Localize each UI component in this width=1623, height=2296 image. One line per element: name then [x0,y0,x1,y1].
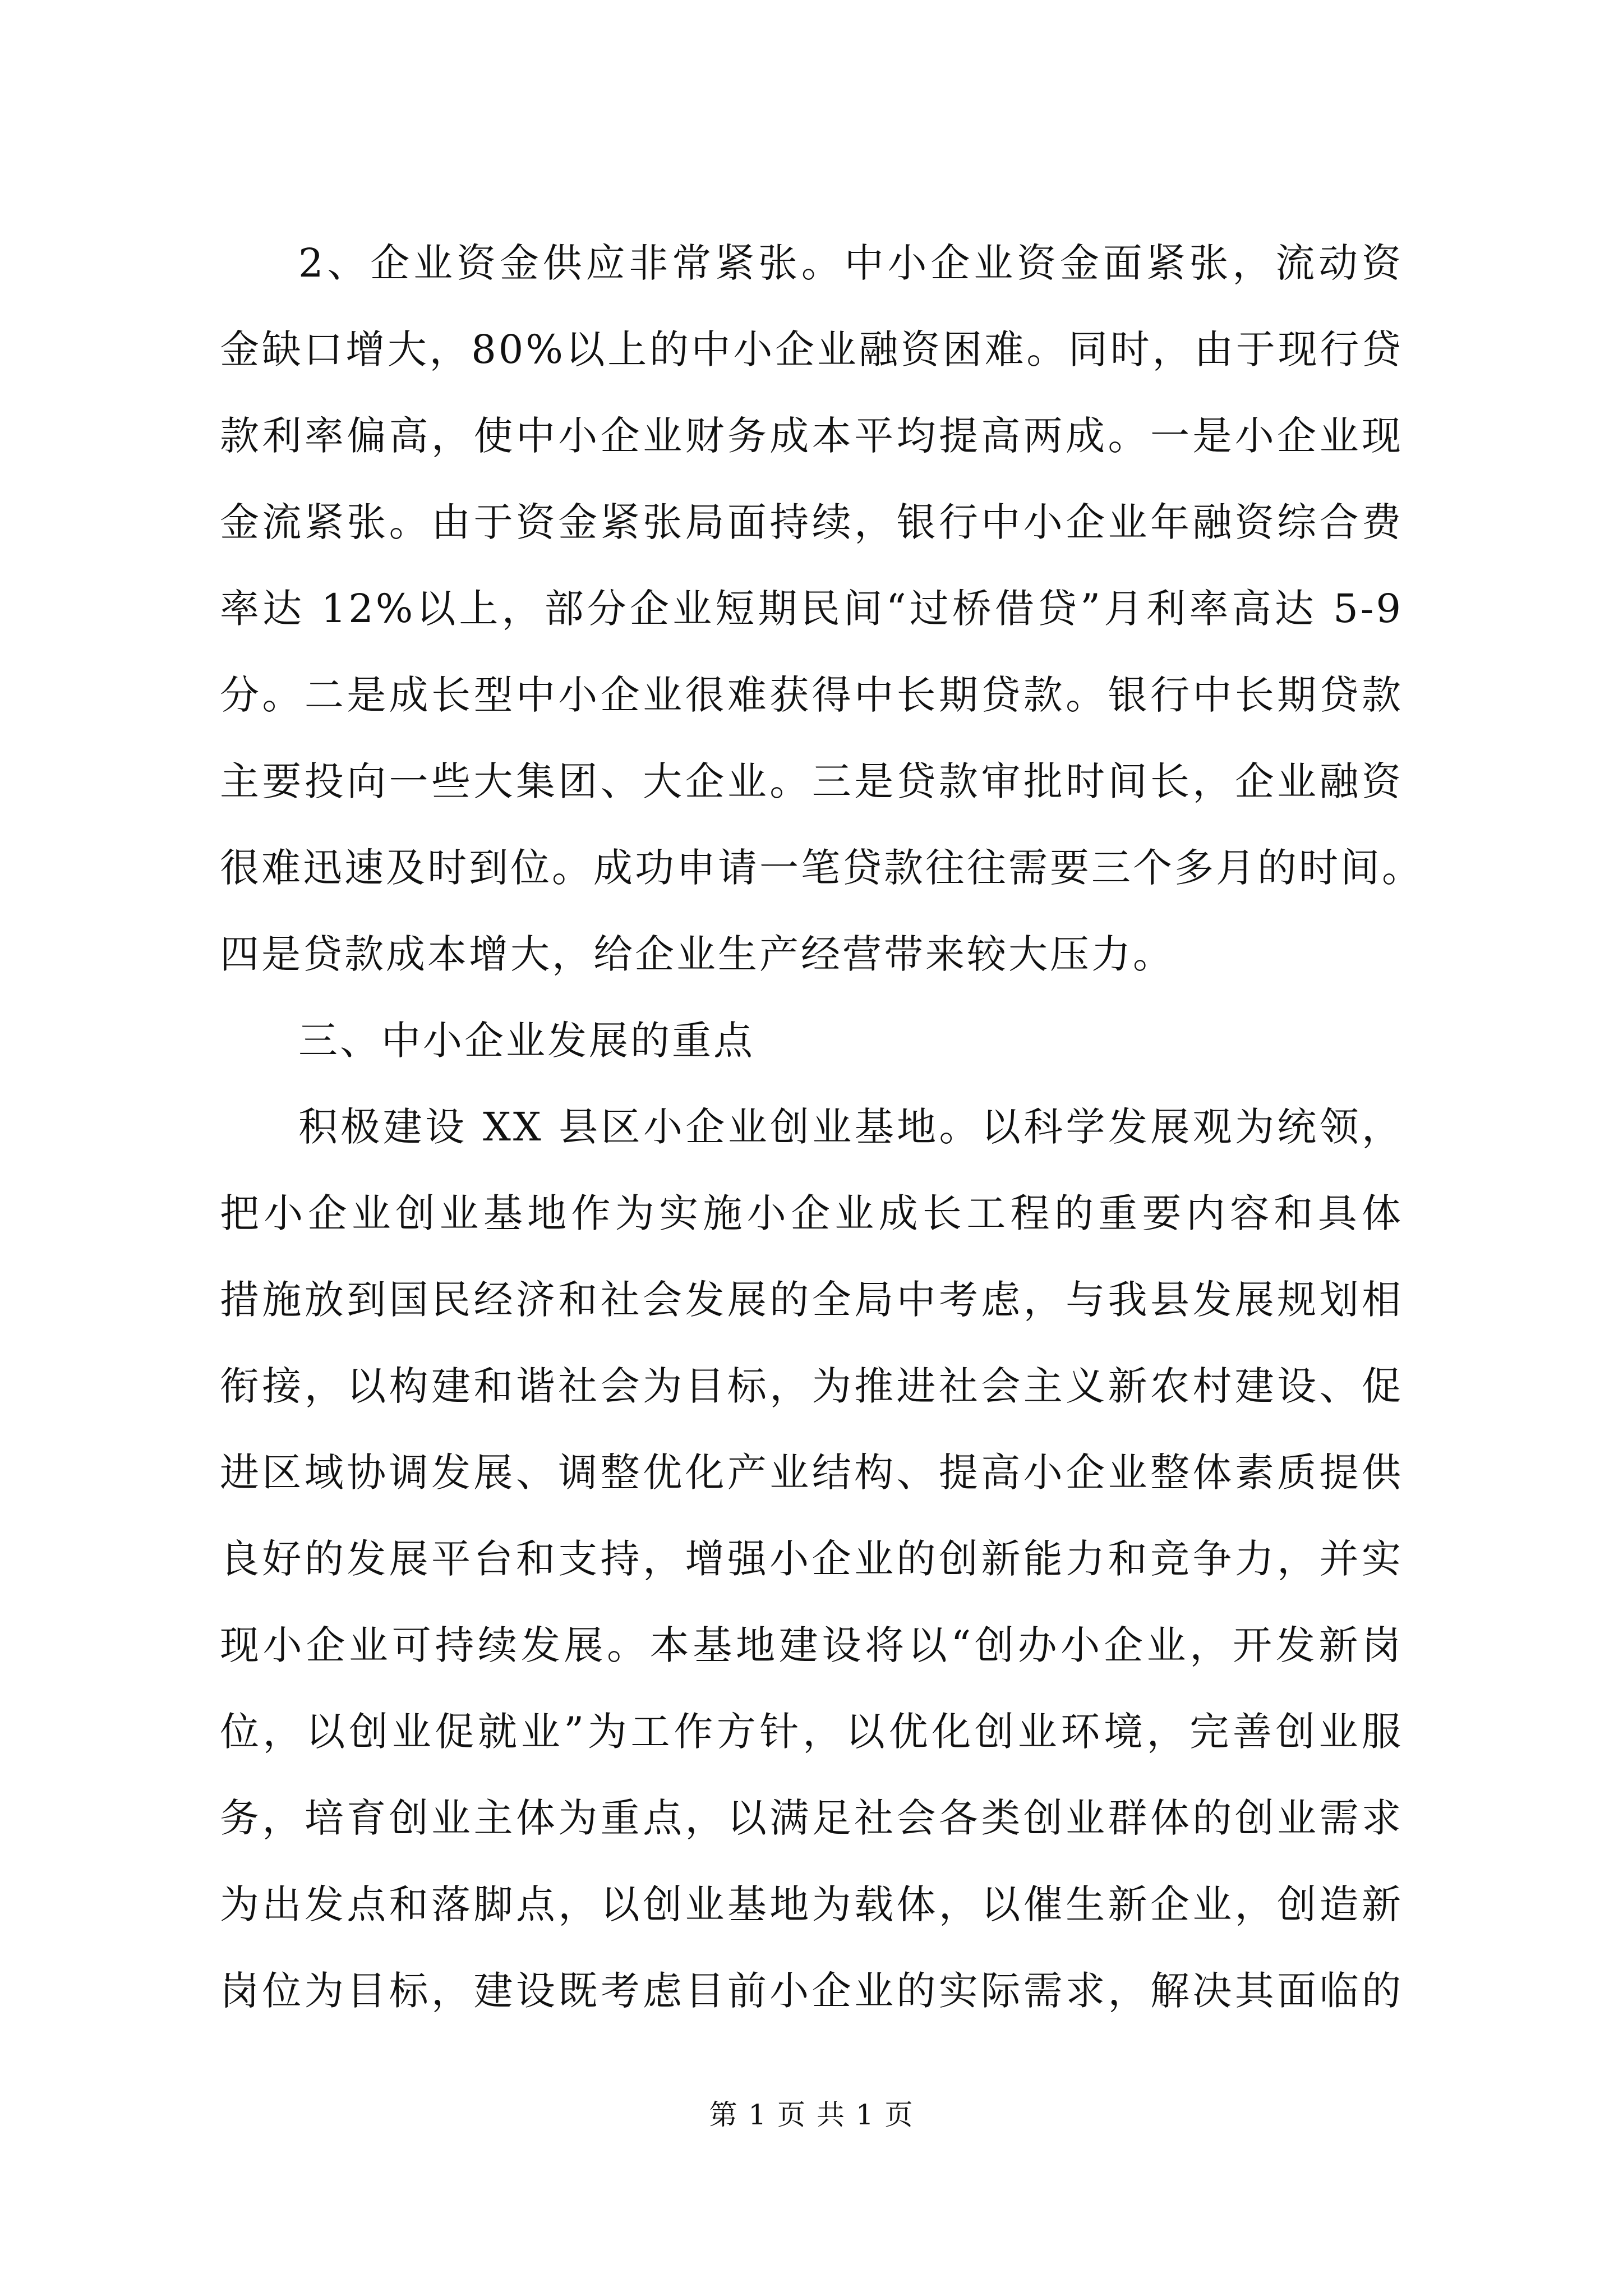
text-line: 金流紧张。由于资金紧张局面持续，银行中小企业年融资综合费 [220,499,1403,545]
text-line: 现小企业可持续发展。本基地建设将以“创办小企业，开发新岗 [220,1622,1403,1668]
text-line: 分。二是成长型中小企业很难获得中长期贷款。银行中长期贷款 [220,672,1403,718]
text-line: 良好的发展平台和支持，增强小企业的创新能力和竞争力，并实 [220,1536,1403,1582]
text-line: 主要投向一些大集团、大企业。三是贷款审批时间长，企业融资 [220,758,1403,804]
text-line: 款利率偏高，使中小企业财务成本平均提高两成。一是小企业现 [220,413,1403,459]
text-line: 位，以创业促就业”为工作方针，以优化创业环境，完善创业服 [220,1709,1403,1755]
text-line: 率达 12%以上，部分企业短期民间“过桥借贷”月利率高达 5-9 [220,586,1403,632]
text-line: 进区域协调发展、调整优化产业结构、提高小企业整体素质提供 [220,1450,1403,1496]
text-line: 积极建设 XX 县区小企业创业基地。以科学发展观为统领， [298,1104,1403,1150]
text-line: 把小企业创业基地作为实施小企业成长工程的重要内容和具体 [220,1190,1403,1236]
text-line: 为出发点和落脚点，以创业基地为载体，以催生新企业，创造新 [220,1881,1403,1927]
text-line: 务，培育创业主体为重点，以满足社会各类创业群体的创业需求 [220,1795,1403,1841]
text-line: 三、中小企业发展的重点 [298,1018,755,1064]
text-line: 岗位为目标，建设既考虑目前小企业的实际需求，解决其面临的 [220,1968,1403,2014]
page-footer: 第 1 页 共 1 页 [709,2099,914,2131]
text-line: 措施放到国民经济和社会发展的全局中考虑，与我县发展规划相 [220,1277,1403,1323]
text-line: 2、企业资金供应非常紧张。中小企业资金面紧张，流动资 [298,240,1403,286]
text-line: 金缺口增大，80%以上的中小企业融资困难。同时，由于现行贷 [220,326,1403,372]
document-body [220,220,1423,2034]
text-line: 衔接，以构建和谐社会为目标，为推进社会主义新农村建设、促 [220,1363,1403,1409]
text-line: 四是贷款成本增大，给企业生产经营带来较大压力。 [220,931,1174,977]
text-line: 很难迅速及时到位。成功申请一笔贷款往往需要三个多月的时间。 [220,845,1423,891]
